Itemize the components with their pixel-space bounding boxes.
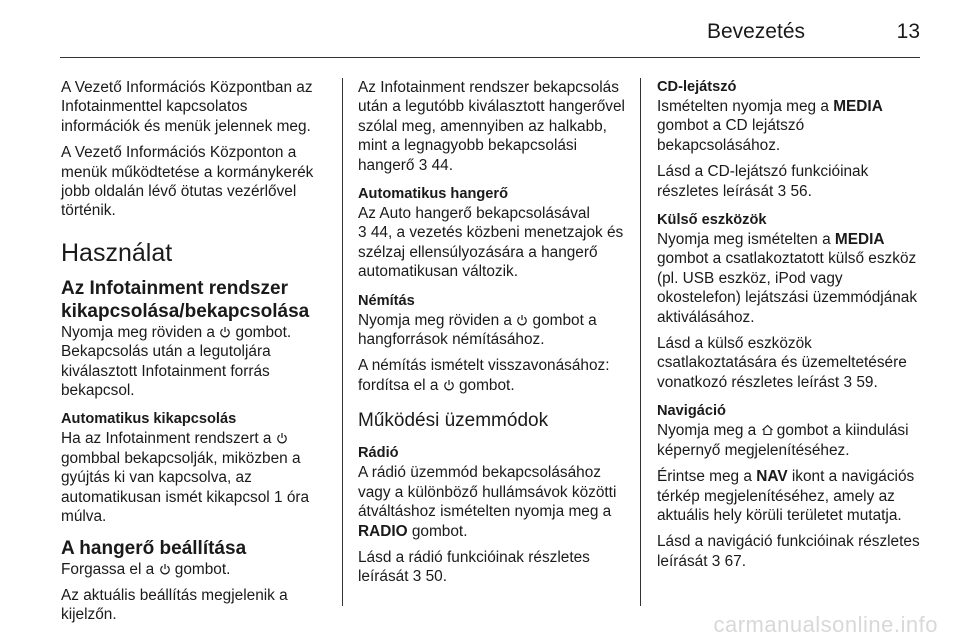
paragraph: A rádió üzemmód bekapcsolásához vagy a különböző hullámsávok közötti átváltáshoz ismételten nyomja meg a RADIO gombot. [358, 464, 617, 540]
paragraph: Az aktuális beállítás megjelenik a kijelzőn. [61, 586, 288, 624]
paragraph: Ismételten nyomja meg a MEDIA gombot a CD lejátszó bekapcsolásához. [657, 98, 883, 154]
paragraph: Lásd a rádió funkcióinak részletes leírását 3 50. [358, 548, 590, 586]
chapter-title: Bevezetés [706, 20, 805, 43]
paragraph-heading: Némítás [358, 292, 415, 309]
paragraph: Lásd a navigáció funkcióinak részletes leírását 3 67. [657, 533, 920, 570]
column-1 [61, 78, 327, 632]
subsection-heading: Működési üzemmódok [358, 410, 549, 432]
power-knob-icon [276, 432, 288, 444]
watermark: carmanualsonline.info [713, 612, 938, 637]
key-label: RADIO [358, 522, 408, 540]
subsection-heading: Az Infotainment rendszer kikapcsolása/bekapcsolása [61, 277, 310, 322]
paragraph: Nyomja meg röviden a gombot a hangforrások némításához. [358, 311, 597, 349]
page-reference: 67. [724, 552, 746, 570]
key-label: MEDIA [834, 231, 885, 249]
section-heading: Használat [61, 238, 173, 267]
paragraph: A némítás ismételt visszavonásához: fordítsa el a gombot. [358, 357, 610, 394]
reference-arrow-icon: 3 [711, 552, 721, 570]
paragraph-heading: Automatikus hangerő [358, 186, 509, 203]
reference-arrow-icon: 3 [777, 182, 787, 200]
paragraph-heading: CD-lejátszó [657, 79, 737, 95]
paragraph: Érintse meg a NAV ikont a navigációs térkép megjelenítéséhez, amely az aktuális hely körüli területet mutatja. [657, 468, 915, 524]
page-header [60, 18, 920, 58]
reference-arrow-icon: 3 [412, 568, 422, 586]
paragraph: Ha az Infotainment rendszert a gombbal bekapcsolják, miközben a gyújtás ki van kapcsolva, az automatikusan ismét kikapcsol 1 óra múlva. [61, 430, 310, 526]
reference-arrow-icon: 3 [418, 156, 428, 174]
header-rule [60, 57, 920, 58]
page-reference: 56. [790, 182, 812, 200]
column-3 [657, 78, 925, 578]
reference-arrow-icon: 3 [843, 373, 853, 391]
power-knob-icon [443, 379, 455, 391]
power-knob-icon [159, 563, 171, 575]
column-divider [342, 78, 343, 606]
paragraph: A Vezető Információs Központon a menük működtetése a kormánykerék jobb oldalán lévő ötutas vezérlővel történik. [61, 144, 314, 220]
paragraph-heading: Automatikus kikapcsolás [61, 411, 237, 428]
column-2 [358, 78, 626, 594]
paragraph-heading: Navigáció [657, 403, 726, 420]
page-number: 13 [896, 20, 920, 43]
home-button-icon [761, 424, 773, 436]
paragraph-heading: Rádió [358, 445, 399, 462]
paragraph: Az Infotainment rendszer bekapcsolás után a legutóbb kiválasztott hangerővel szólal meg, amennyiben az halkabb, mint a legnagyobb bekapcsolási hangerő 3 44. [358, 79, 625, 174]
paragraph: A Vezető Információs Központban az Infotainmenttel kapcsolatos információk és menük jelennek meg. [61, 79, 313, 135]
page-reference: 44. [431, 156, 454, 174]
paragraph: Lásd a CD-lejátszó funkcióinak részletes leírását 3 56. [657, 163, 869, 200]
page-reference: 50. [425, 568, 447, 586]
paragraph: Nyomja meg a gombot a kiindulási képernyő megjelenítéséhez. [657, 422, 909, 459]
key-label: NAV [756, 468, 788, 486]
reference-arrow-icon: 3 [358, 224, 367, 242]
paragraph: Lásd a külső eszközök csatlakoztatására és üzemeltetésére vonatkozó részletes leírást 3 59. [657, 335, 907, 391]
paragraph: Nyomja meg ismételten a MEDIA gombot a csatlakoztatott külső eszköz (pl. USB eszköz, iPod vagy okostelefon) lejátszási üzemmódjának aktiválásához. [657, 231, 918, 326]
paragraph: Nyomja meg röviden a gombot. Bekapcsolás után a legutoljára kiválasztott Infotainment forrás bekapcsol. [61, 323, 292, 400]
page-reference: 44 [370, 224, 388, 242]
key-label: MEDIA [833, 98, 883, 115]
power-knob-icon [516, 314, 528, 326]
power-knob-icon [219, 326, 231, 338]
paragraph: Az Auto hangerő bekapcsolásával 3 44, a vezetés közbeni menetzajok és szélzaj ellensúlyozására a hangerő automatikusan változik. [358, 205, 624, 281]
paragraph-heading: Külső eszközök [657, 212, 767, 229]
column-divider [640, 78, 641, 606]
paragraph: Forgassa el a gombot. [61, 560, 231, 578]
subsection-heading: A hangerő beállítása [61, 537, 247, 559]
page-reference: 59. [856, 373, 878, 391]
